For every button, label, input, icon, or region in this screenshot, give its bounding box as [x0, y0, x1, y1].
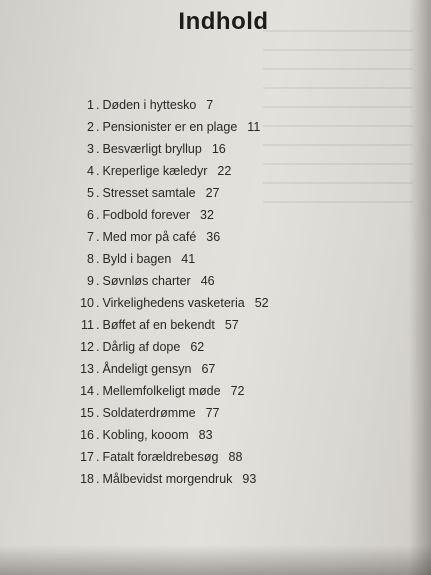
toc-entry-page-number: 32 — [200, 208, 214, 222]
toc-entry — [60, 424, 269, 446]
toc-entry-title: Døden i hyttesko — [102, 98, 197, 112]
toc-entry-title: Virkelighedens vasketeria — [102, 296, 245, 310]
toc-entry-separator: . — [96, 120, 100, 134]
toc-entry-page-number: 41 — [181, 252, 196, 266]
toc-entry-page-number: 88 — [228, 450, 243, 464]
toc-entry — [60, 248, 269, 270]
toc-entry-number: 18 — [80, 472, 94, 486]
page-bottom-shadow — [0, 545, 431, 575]
toc-entry-number: 13 — [80, 362, 94, 376]
toc-entry-page-number: 52 — [254, 296, 269, 310]
toc-entry-separator: . — [96, 230, 100, 244]
toc-entry-page-number: 67 — [201, 362, 216, 376]
toc-entry-separator: . — [96, 384, 100, 398]
toc-entry-number: 7 — [87, 230, 94, 244]
toc-entry-number: 1 — [87, 98, 94, 112]
page-edge-shadow — [409, 0, 431, 575]
toc-entry-number: 6 — [87, 208, 94, 222]
toc-entry-page-number: 36 — [206, 230, 221, 244]
toc-entry-separator: . — [96, 142, 100, 156]
table-of-contents — [60, 94, 269, 490]
toc-entry-title: Fatalt forældrebesøg — [102, 450, 219, 464]
toc-entry-page-number: 57 — [224, 318, 239, 332]
toc-entry-number: 5 — [87, 186, 94, 200]
toc-entry-title: Kreperlige kæledyr — [102, 164, 208, 178]
toc-entry-page-number: 93 — [242, 472, 257, 486]
toc-entry — [60, 358, 269, 380]
toc-entry — [60, 204, 269, 226]
toc-entry-separator: . — [96, 296, 100, 310]
toc-entry-separator: . — [96, 274, 100, 288]
toc-entry-separator: . — [96, 428, 100, 442]
toc-entry-separator: . — [96, 340, 100, 354]
toc-entry-separator: . — [96, 252, 100, 266]
toc-entry — [60, 270, 269, 292]
toc-entry-page-number: 72 — [230, 384, 245, 398]
toc-entry-title: Soldaterdrømme — [102, 406, 196, 420]
toc-entry — [60, 94, 269, 116]
bleed-through-text — [263, 30, 413, 230]
toc-entry — [60, 116, 269, 138]
toc-entry-page-number: 22 — [217, 164, 232, 178]
toc-entry-number: 11 — [81, 318, 94, 332]
toc-entry-separator: . — [96, 406, 100, 420]
toc-entry-separator: . — [96, 98, 100, 112]
toc-entry — [60, 402, 269, 424]
toc-entry — [60, 314, 269, 336]
toc-entry — [60, 468, 269, 490]
toc-entry-page-number: 27 — [205, 186, 220, 200]
toc-entry-number: 8 — [87, 252, 94, 266]
toc-entry-title: Byld i bagen — [102, 252, 172, 266]
toc-entry-separator: . — [96, 164, 100, 178]
toc-entry-title: Stresset samtale — [102, 186, 196, 200]
toc-entry — [60, 226, 269, 248]
toc-entry — [60, 446, 269, 468]
toc-entry — [60, 160, 269, 182]
toc-entry-number: 2 — [87, 120, 94, 134]
toc-entry-separator: . — [96, 208, 100, 222]
toc-entry-number: 17 — [80, 450, 94, 464]
toc-entry-page-number: 62 — [190, 340, 205, 354]
toc-entry-page-number: 83 — [198, 428, 213, 442]
toc-entry-title: Dårlig af dope — [102, 340, 181, 354]
toc-entry — [60, 336, 269, 358]
toc-entry-title: Besværligt bryllup — [102, 142, 202, 156]
toc-entry-number: 3 — [87, 142, 94, 156]
toc-entry-separator: . — [96, 450, 100, 464]
toc-entry-title: Bøffet af en bekendt — [102, 318, 215, 332]
toc-entry — [60, 138, 269, 160]
toc-entry-number: 12 — [80, 340, 94, 354]
toc-entry-title: Med mor på café — [102, 230, 197, 244]
page-title: Indhold — [178, 8, 269, 35]
toc-entry-number: 10 — [80, 296, 94, 310]
toc-entry — [60, 380, 269, 402]
toc-entry-title: Søvnløs charter — [102, 274, 191, 288]
toc-entry-separator: . — [96, 472, 100, 486]
toc-entry-title: Pensionister er en plage — [102, 120, 238, 134]
toc-entry-number: 4 — [87, 164, 94, 178]
toc-entry-separator: . — [96, 186, 100, 200]
toc-entry-number: 15 — [80, 406, 94, 420]
toc-entry-title: Mellemfolkeligt møde — [102, 384, 221, 398]
toc-entry-title: Åndeligt gensyn — [102, 362, 192, 376]
toc-entry-separator: . — [96, 362, 100, 376]
toc-entry-title: Kobling, kooom — [102, 428, 189, 442]
toc-entry-number: 16 — [80, 428, 94, 442]
toc-entry-title: Målbevidst morgendruk — [102, 472, 233, 486]
toc-entry-page-number: 16 — [211, 142, 226, 156]
toc-entry — [60, 182, 269, 204]
toc-entry-page-number: 77 — [205, 406, 220, 420]
toc-entry-separator: . — [96, 318, 100, 332]
toc-entry-page-number: 46 — [200, 274, 215, 288]
toc-entry-number: 14 — [80, 384, 94, 398]
toc-entry — [60, 292, 269, 314]
toc-entry-page-number: 7 — [206, 98, 214, 112]
toc-entry-page-number: 11 — [247, 120, 261, 134]
toc-entry-title: Fodbold forever — [102, 208, 191, 222]
toc-entry-number: 9 — [87, 274, 94, 288]
